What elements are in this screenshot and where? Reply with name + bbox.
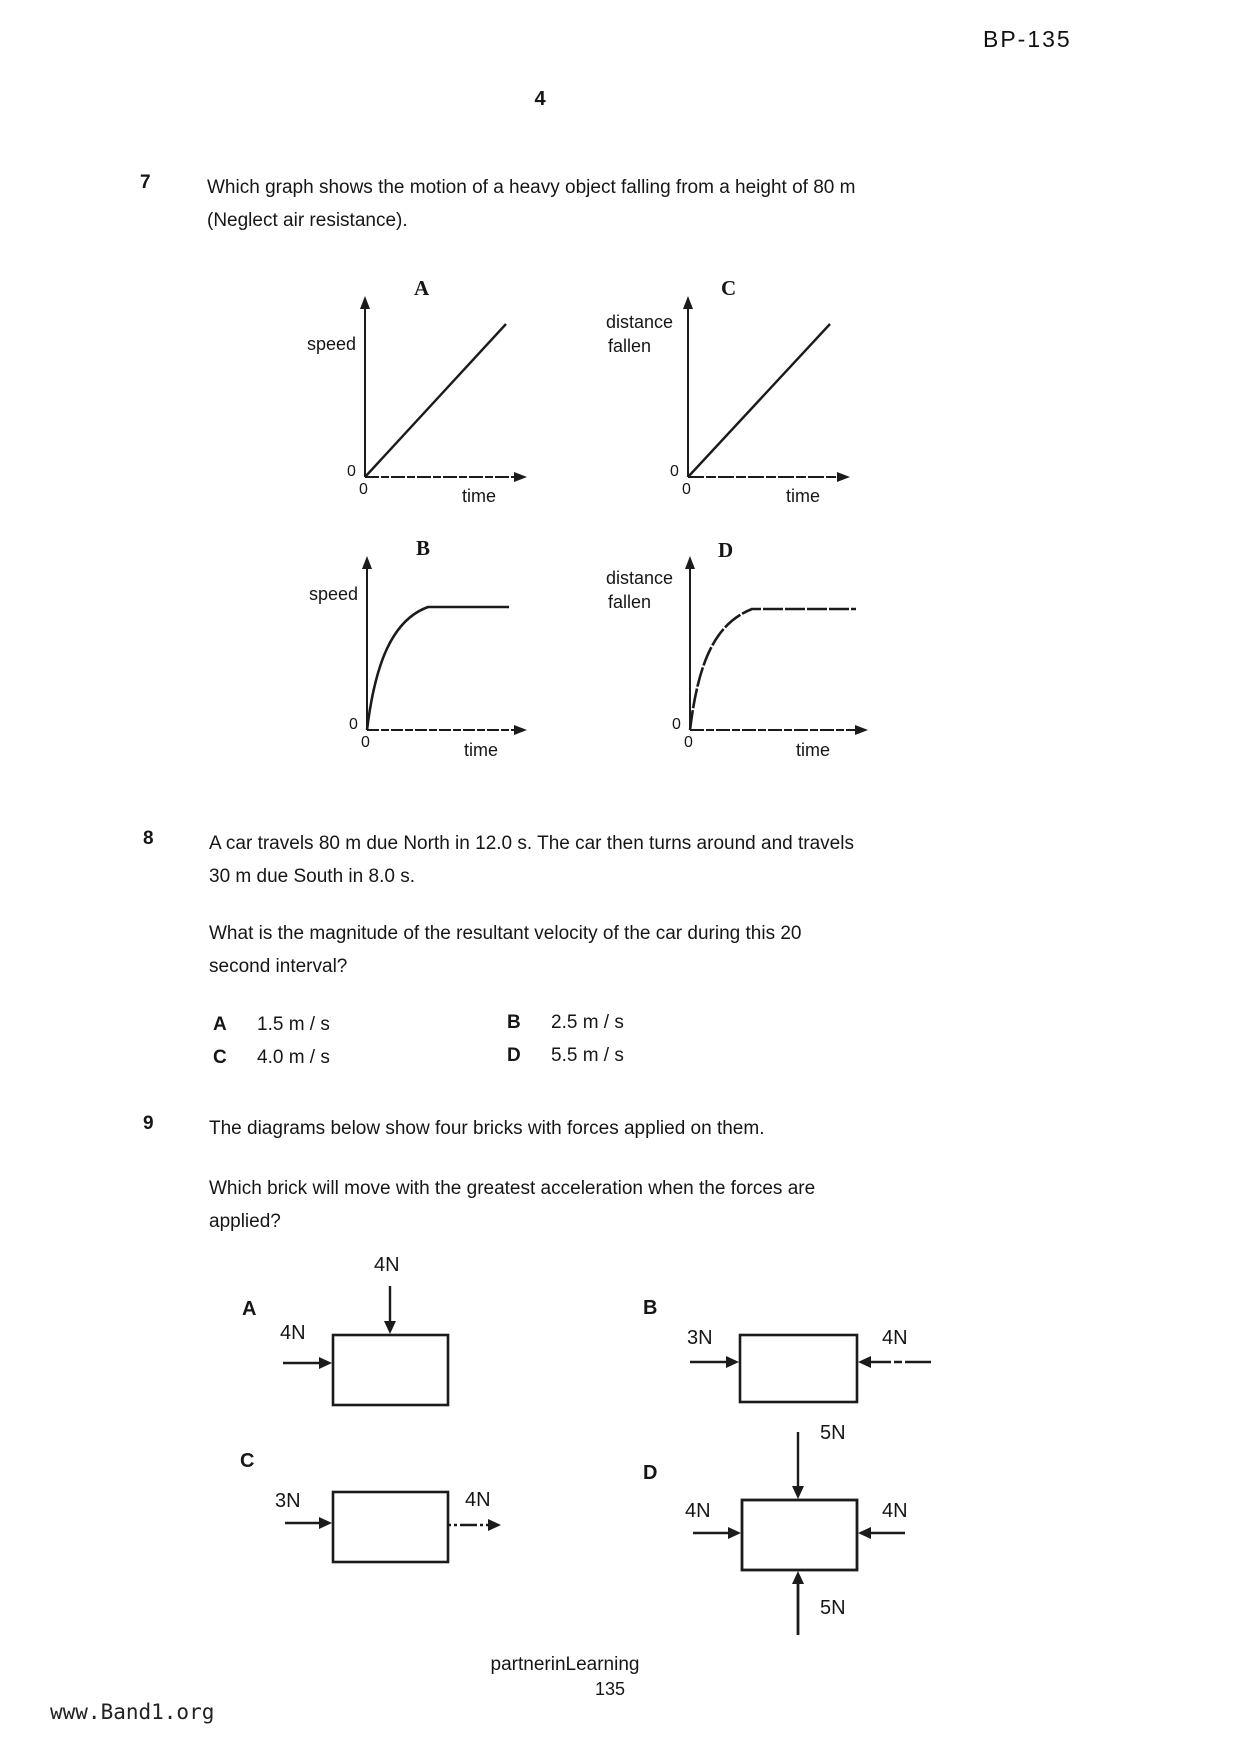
graph-b-plot (290, 536, 540, 776)
paper-code: BP-135 (983, 26, 1072, 52)
graph-a (290, 276, 540, 516)
graph-a-label: A (414, 276, 430, 300)
q8-option-d-value: 5.5 m / s (551, 1045, 624, 1066)
q8-text-line2: 30 m due South in 8.0 s. (209, 866, 415, 887)
graph-c-ylabel-line1: distance (606, 312, 674, 332)
q8-option-c (213, 1047, 330, 1069)
q8-option-b (507, 1012, 624, 1034)
brick-d-force-left: 4N (685, 1500, 711, 1522)
graph-b-xlabel: time (464, 740, 499, 760)
brick-a-label: A (242, 1298, 257, 1320)
brick-c-label: C (240, 1450, 255, 1472)
graph-b (290, 536, 540, 776)
q8-option-a-value: 1.5 m / s (257, 1014, 330, 1035)
q8-option-c-letter: C (213, 1047, 227, 1068)
q9-text-line1: The diagrams below show four bricks with forces applied on them. (209, 1118, 765, 1139)
graph-b-label: B (416, 536, 431, 560)
graph-c-origin-below: 0 (682, 481, 691, 498)
q8-text-line3: What is the magnitude of the resultant velocity of the car during this 20 (209, 923, 802, 944)
brick-diagram-c (235, 1445, 525, 1580)
graph-d-label: D (718, 538, 734, 562)
q8-number: 8 (143, 828, 154, 849)
brick-d-force-top: 5N (820, 1422, 846, 1444)
brick-b-figure (630, 1295, 950, 1420)
q7-text-line2: (Neglect air resistance). (207, 210, 408, 231)
graph-c (590, 276, 860, 516)
graph-d-origin-left: 0 (672, 716, 681, 733)
brick-d-force-bottom: 5N (820, 1597, 846, 1619)
graph-a-origin-below: 0 (359, 481, 368, 498)
brick-b-label: B (643, 1297, 658, 1319)
brick-diagram-a (240, 1252, 470, 1417)
graph-d-origin-below: 0 (684, 734, 693, 751)
graph-b-origin-below: 0 (361, 734, 370, 751)
q9-number: 9 (143, 1113, 154, 1134)
brick-b-force-left: 3N (687, 1327, 713, 1349)
graph-c-label: C (721, 276, 737, 300)
brick-a-figure (240, 1252, 470, 1417)
brick-b-force-right: 4N (882, 1327, 908, 1349)
graph-a-plot (290, 276, 540, 516)
q8-option-c-value: 4.0 m / s (257, 1047, 330, 1068)
q8-option-d-letter: D (507, 1045, 521, 1066)
graph-a-ylabel: speed (306, 334, 356, 354)
graph-d-xlabel: time (796, 740, 831, 760)
graph-d (590, 536, 880, 776)
brick-diagram-d (630, 1422, 950, 1647)
graph-d-ylabel-line1: distance (606, 568, 674, 588)
brick-c-force-right: 4N (465, 1489, 491, 1511)
graph-b-origin-left: 0 (349, 716, 358, 733)
graph-a-origin-left: 0 (347, 463, 356, 480)
brick-c-force-left: 3N (275, 1490, 301, 1512)
graph-c-ylabel-line2: fallen (608, 336, 652, 356)
page-number: 4 (534, 88, 546, 110)
graph-c-xlabel: time (786, 486, 821, 506)
q9-text-line2: Which brick will move with the greatest acceleration when the forces are (209, 1178, 816, 1199)
q8-text-line4: second interval? (209, 956, 348, 977)
brick-a-force-top: 4N (374, 1254, 400, 1276)
q8-option-b-letter: B (507, 1012, 521, 1033)
q7-number: 7 (140, 172, 151, 193)
q8-text-line1: A car travels 80 m due North in 12.0 s. The car then turns around and travels (209, 833, 854, 854)
graph-b-ylabel: speed (308, 584, 358, 604)
brick-d-force-right: 4N (882, 1500, 908, 1522)
brick-diagram-b (630, 1295, 950, 1420)
brick-d-figure (630, 1422, 950, 1647)
q9-text-line3: applied? (209, 1211, 281, 1232)
q7-text-line1: Which graph shows the motion of a heavy object falling from a height of 80 m (207, 177, 856, 198)
q8-option-a (213, 1014, 330, 1036)
q8-option-a-letter: A (213, 1014, 227, 1035)
footer-brand: partnerinLearning (490, 1654, 640, 1675)
brick-d-label: D (643, 1462, 658, 1484)
graph-a-xlabel: time (462, 486, 497, 506)
graph-d-ylabel-line2: fallen (608, 592, 652, 612)
brick-a-force-left: 4N (280, 1322, 306, 1344)
q8-option-d (507, 1045, 624, 1067)
footer-page-number: 135 (594, 1679, 626, 1699)
footer-website: www.Band1.org (50, 1700, 215, 1724)
graph-c-origin-left: 0 (670, 463, 679, 480)
q8-option-b-value: 2.5 m / s (551, 1012, 624, 1033)
